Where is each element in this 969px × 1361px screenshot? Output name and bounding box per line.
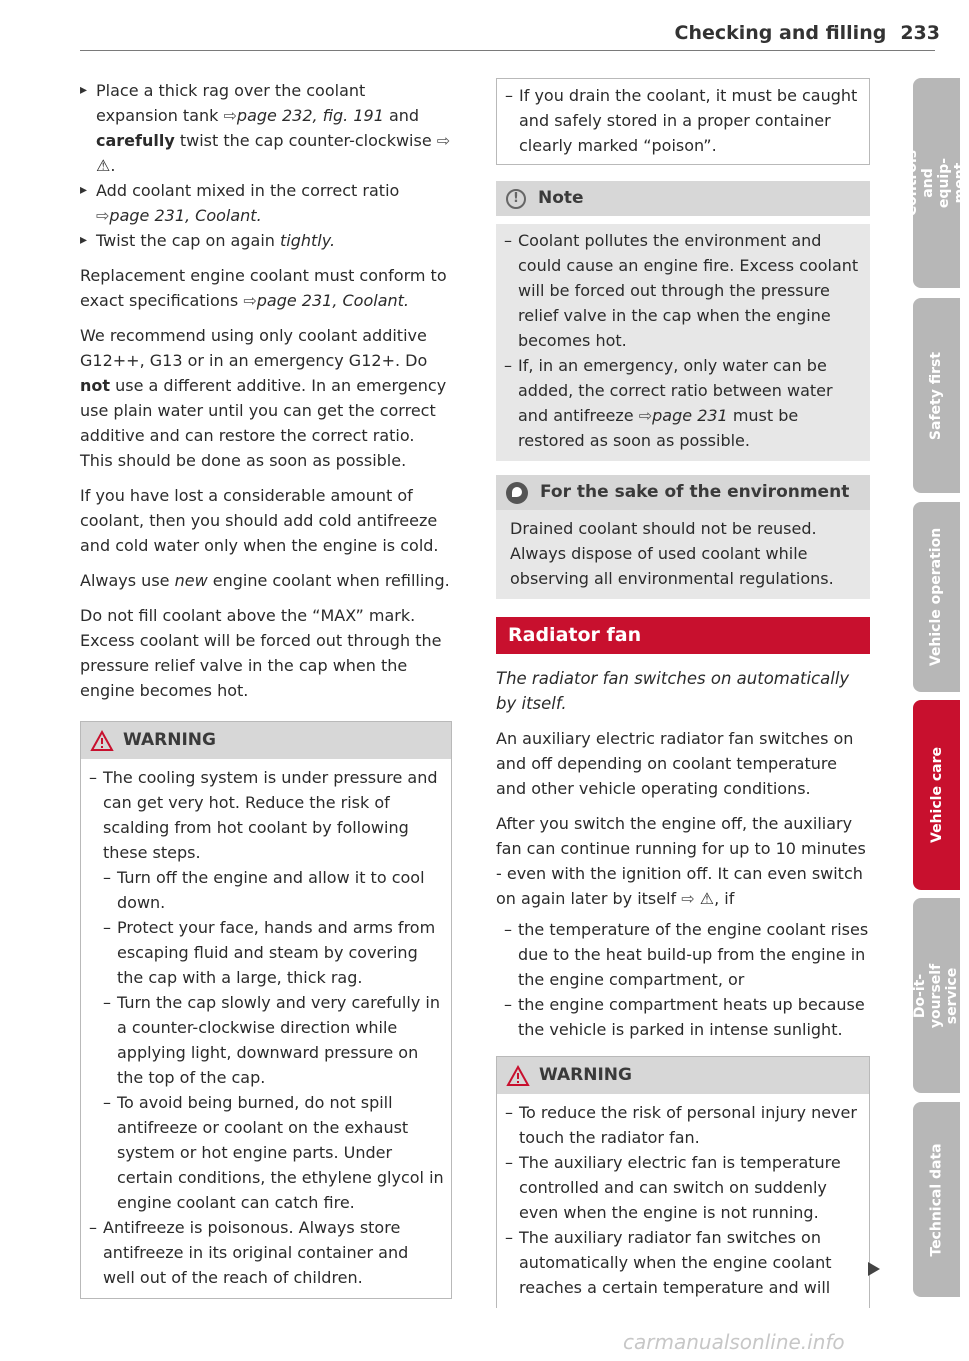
step-item: ▸ Add coolant mixed in the correct ratio ⇨page 231, Coolant. [80, 178, 452, 228]
reference-arrow-icon: ⇨ [681, 889, 695, 908]
reference-arrow-icon: ⇨ [223, 106, 237, 125]
warning-body [81, 759, 451, 1298]
note-body [496, 224, 870, 461]
warning-item: – The auxiliary radiator fan switches on automatically when the engine coolant reaches a certain temperature and will [497, 1225, 863, 1300]
page-ref-link[interactable]: page 231, Coolant. [256, 291, 409, 310]
condition-item: – the engine compartment heats up because the vehicle is parked in intense sunlight. [496, 992, 870, 1042]
page-ref-link[interactable]: page 231 [652, 406, 728, 425]
environment-header: For the sake of the environment [496, 475, 870, 510]
tab-vehicle-operation[interactable]: Vehicle operation [913, 502, 960, 692]
continued-warning-box [496, 78, 870, 165]
note-icon: ! [506, 189, 526, 209]
warning-subitem: – Turn off the engine and allow it to cool down. [81, 865, 445, 915]
warning-triangle-icon [507, 1066, 529, 1086]
step-item: ▸ Twist the cap on again tightly. [80, 228, 452, 253]
step-item: ▸ Place a thick rag over the coolant expansion tank ⇨page 232, fig. 191 and carefully twist the cap counter-clockwise ⇨ ⚠. [80, 78, 452, 178]
header-rule [80, 50, 935, 51]
environment-box [496, 475, 870, 599]
warning-item: – Antifreeze is poisonous. Always store antifreeze in its original container and well out of the reach of children. [81, 1215, 445, 1290]
tab-technical-data[interactable]: Technical data [913, 1102, 960, 1297]
paragraph: If you have lost a considerable amount of coolant, then you should add cold antifreeze and cold water only when the engine is cold. [80, 486, 439, 555]
warning-subitem: – Protect your face, hands and arms from escaping fluid and steam by covering the cap with a large, thick rag. [81, 915, 445, 990]
warning-box [80, 721, 452, 1299]
reference-arrow-icon: ⇨ [96, 206, 110, 225]
warning-body [497, 1094, 869, 1308]
reference-arrow-icon: ⇨ [436, 131, 451, 150]
continue-arrow-icon [868, 1262, 880, 1276]
chapter-title: Checking and filling [674, 22, 887, 44]
paragraph: After you switch the engine off, the auxiliary fan can continue running for up to 10 minutes - even with the ignition off. It can even switch on again later by itself ⇨ ⚠, if [496, 814, 866, 908]
warning-item: – The cooling system is under pressure and can get very hot. Reduce the risk of scalding from hot coolant by following these steps. [81, 765, 445, 865]
page-ref-link[interactable]: page 232, fig. 191 [236, 106, 384, 125]
warning-subitem: – Turn the cap slowly and very carefully in a counter-clockwise direction while applying light, downward pressure on the top of the cap. [81, 990, 445, 1090]
leaf-icon [506, 482, 528, 504]
condition-item: – the temperature of the engine coolant rises due to the heat build-up from the engine in the engine compartment, or [496, 917, 870, 992]
note-item: – If, in an emergency, only water can be added, the correct ratio between water and antifreeze ⇨page 231 must be restored as soon as possible. [496, 353, 862, 453]
note-item: – Coolant pollutes the environment and could cause an engine fire. Excess coolant will be forced out through the pressure relief valve in the cap when the engine becomes hot. [496, 228, 862, 353]
watermark: carmanualsonline.info [623, 1330, 845, 1354]
paragraph: We recommend using only coolant additive G12++, G13 or in an emergency G12+. Do not use a different additive. In an emergency use plain water until you can get the correct additive and can restore the correct ratio. This should be done as soon as possible. [80, 326, 447, 470]
note-box [496, 181, 870, 461]
right-column [496, 78, 870, 1322]
environment-body: Drained coolant should not be reused. Always dispose of used coolant while observing all environmental regulations. [496, 510, 870, 599]
warning-header: WARNING [81, 722, 451, 759]
warning-box [496, 1056, 870, 1308]
paragraph: Replacement engine coolant must conform to exact specifications ⇨page 231, Coolant. [80, 266, 447, 310]
warning-item: – The auxiliary electric fan is temperature controlled and can switch on suddenly even when the engine is not running. [497, 1150, 863, 1225]
warning-triangle-icon: ⚠ [96, 156, 111, 175]
page-header [560, 22, 940, 44]
page-number: 233 [900, 22, 940, 44]
tab-do-it-yourself-service[interactable]: Do-it-yourself service [913, 898, 960, 1093]
note-header: ! Note [496, 181, 870, 216]
reference-arrow-icon: ⇨ [243, 291, 257, 310]
tab-safety-first[interactable]: Safety first [913, 298, 960, 493]
paragraph: An auxiliary electric radiator fan switches on and off depending on coolant temperature and other vehicle operating conditions. [496, 729, 854, 798]
reference-arrow-icon: ⇨ [638, 406, 653, 425]
warning-item: – To reduce the risk of personal injury never touch the radiator fan. [497, 1100, 863, 1150]
section-intro: The radiator fan switches on automatically by itself. [496, 669, 850, 713]
warning-triangle-icon: ⚠ [699, 889, 715, 908]
warning-triangle-icon [91, 731, 113, 751]
warning-subitem: – To avoid being burned, do not spill antifreeze or coolant on the exhaust system or hot engine parts. Under certain conditions, the ethylene glycol in engine coolant can catch fire. [81, 1090, 445, 1215]
left-column [80, 78, 452, 1313]
page-ref-link[interactable]: page 231, Coolant. [109, 206, 262, 225]
paragraph: Do not fill coolant above the “MAX” mark. Excess coolant will be forced out through the pressure relief valve in the cap when the engine becomes hot. [80, 606, 442, 700]
warning-header: WARNING [497, 1057, 869, 1094]
tab-vehicle-care[interactable]: Vehicle care [913, 700, 960, 890]
warning-item: – If you drain the coolant, it must be caught and safely stored in a proper container clearly marked “poison”. [497, 83, 863, 158]
section-heading: Radiator fan [496, 617, 870, 654]
paragraph: Always use new engine coolant when refilling. [80, 571, 450, 590]
tab-controls-and-equipment[interactable]: Controls and equip- ment [913, 78, 960, 288]
